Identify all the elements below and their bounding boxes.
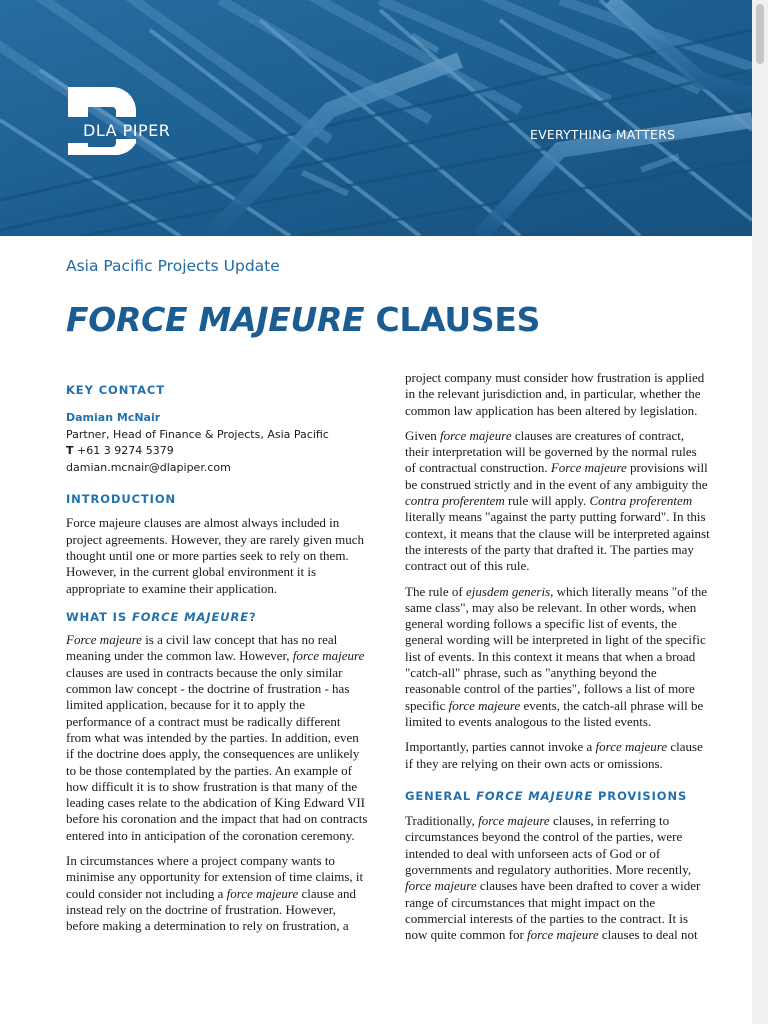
text-run: rule will apply. [504, 493, 590, 509]
contact-email[interactable]: damian.mcnair@dlapiper.com [66, 460, 231, 474]
text-run: Given [405, 427, 441, 443]
contact-role: Partner, Head of Finance & Projects, Asia Pacific [66, 427, 329, 441]
page-title-italic: FORCE MAJEURE [66, 300, 365, 339]
text-run: Contra proferentem [589, 493, 693, 509]
text-run: contra proferentem [405, 493, 505, 509]
general-heading-prefix: GENERAL [405, 788, 477, 803]
scrollbar-thumb[interactable] [756, 4, 764, 64]
contact-phone [66, 443, 368, 460]
general-heading-italic: FORCE MAJEURE [476, 788, 594, 803]
left-column [66, 382, 368, 944]
page-title-rest: CLAUSES [364, 300, 541, 339]
text-run: clauses, in referring to circumstances beyond the control of the parties, were intended to deal with unforseen acts of God or of governments and regulatory authorities. More recently, [405, 813, 692, 878]
scrollbar[interactable] [752, 0, 768, 1024]
general-heading-suffix: PROVISIONS [593, 788, 688, 803]
text-run: force majeure [405, 878, 477, 894]
brand-name: DLA PIPER [83, 121, 171, 140]
what-is-paragraph-1 [66, 632, 368, 844]
phone-number: +61 3 9274 5379 [77, 444, 174, 458]
page-title [66, 300, 540, 339]
text-run: Importantly, parties cannot invoke a [405, 739, 596, 755]
text-run: events, the catch-all phrase will be limited to events analogous to the listed events. [405, 697, 704, 729]
dla-piper-logo [68, 87, 190, 155]
text-run: force majeure [292, 648, 365, 664]
text-run: literally means "against the party putting forward". In this context, it means that the clause will be interpreted against the interests of the party that drafted it. The parties may contract out of this rule. [405, 509, 710, 574]
phone-label: T [66, 444, 74, 458]
text-run: Force majeure [66, 632, 142, 648]
text-run: clauses are used in contracts because the only similar common law concept - the doctrine of frustration - has limited application, because for it to apply the performance of a contract must be radically different from what was intended by the parties. In addition, even if the doctrine does apply, the consequences are unlikely to be those contemplated by the parties. An example of how difficult it is to show frustration is that many of the leading cases relate to the abdication of King Edward VII before his coronation and the impact that had on contracts entered into in anticipation of the coronation ceremony. [66, 664, 368, 843]
text-run: In circumstances where a project company wants to minimise any opportunity for extension of time claims, it could consider not including a [66, 853, 364, 901]
text-run: clauses are creatures of contract, their interpretation will be governed by the normal rules of contractual construction. [405, 427, 697, 476]
text-run: clause and instead rely on the doctrine of frustration. However, before making a determination to rely on frustration, a [66, 885, 357, 934]
general-provisions-heading [405, 788, 710, 804]
text-run: force majeure [226, 885, 299, 901]
what-is-heading-prefix: WHAT IS [66, 609, 132, 624]
introduction-heading: INTRODUCTION [66, 492, 177, 507]
right-column [405, 370, 710, 953]
text-run: clause if they are relying on their own acts or omissions. [405, 739, 703, 771]
publication-subtitle: Asia Pacific Projects Update [66, 257, 280, 275]
right-paragraph-1 [405, 428, 710, 575]
text-run: ejusdem generis [466, 583, 551, 599]
text-run: force majeure [440, 427, 512, 443]
what-is-heading [66, 609, 368, 625]
tagline: EVERYTHING MATTERS [530, 127, 676, 142]
text-run: force majeure [595, 739, 668, 755]
text-run: force majeure [448, 697, 521, 713]
text-run: Force majeure [550, 460, 627, 476]
right-paragraph-0: project company must consider how frustration is applied in the relevant jurisdiction and, in particular, whether the common law application has been altered by legislation. [405, 370, 705, 418]
what-is-paragraph-2 [66, 853, 368, 934]
text-run: force majeure [527, 927, 599, 943]
right-paragraph-2 [405, 584, 710, 731]
text-run: clauses to deal not [598, 927, 698, 943]
what-is-heading-suffix: ? [248, 609, 257, 624]
text-run: is a civil law concept that has no real meaning under the common law. However, [66, 632, 338, 664]
right-paragraph-3 [405, 739, 710, 772]
text-run: The rule of [405, 583, 467, 599]
text-run: , which literally means "of the same class", may also be relevant. In other words, when general wording follows a specific list of events, the general wording will be interpreted in light of the specific list of events. In this context it means that when a broad "catch-all" phrase, such as "anything beyond the reasonable control of the parties", follows a list of more specific [405, 583, 708, 713]
right-paragraph-4 [405, 813, 710, 943]
text-run: Traditionally, [405, 813, 479, 829]
text-run: force majeure [478, 813, 550, 829]
introduction-paragraph: Force majeure clauses are almost always included in project agreements. However, they are rarely given much thought until one or more parties seek to rely on them. However, in the current global environment it is appropriate to examine their application. [66, 515, 364, 596]
text-run: provisions will be construed strictly and in the event of any ambiguity the [405, 460, 708, 492]
what-is-heading-italic: FORCE MAJEURE [131, 609, 249, 624]
text-run: clauses have been drafted to cover a wider range of circumstances that might impact on the commercial interests of the parties to the contract. It is now quite common for [405, 878, 701, 943]
header-banner [0, 0, 752, 236]
key-contact-heading: KEY CONTACT [66, 383, 165, 397]
contact-name: Damian McNair [66, 411, 161, 425]
